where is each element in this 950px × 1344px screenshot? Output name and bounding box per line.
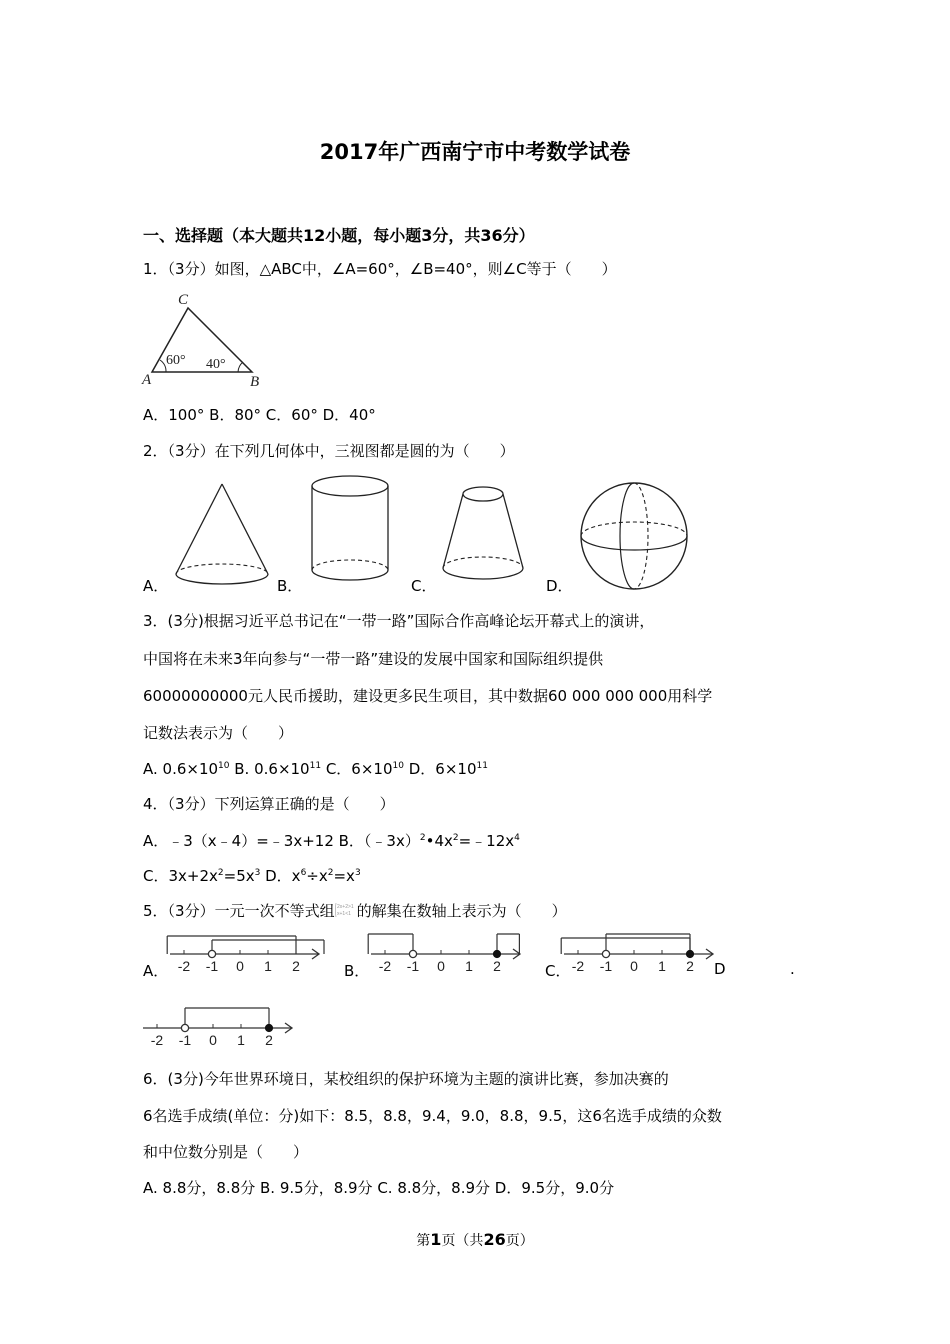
q3-option-d: D．6×10 xyxy=(403,760,477,778)
q5-stem-post: 的解集在数轴上表示为（ ） xyxy=(356,902,567,920)
q4-l2-exp1: 2 xyxy=(217,868,224,878)
angle-a-label: 60° xyxy=(166,353,186,368)
tick-label: -2 xyxy=(150,1032,164,1048)
vertex-b-label: B xyxy=(250,374,260,390)
svg-text:x+1<1: x+1<1 xyxy=(336,911,351,917)
tick-label: -2 xyxy=(378,958,392,974)
q4-l1-exp3: 4 xyxy=(514,833,520,843)
q3-options xyxy=(143,758,488,779)
open-endpoint xyxy=(181,1024,188,1031)
q5-label-c: C． xyxy=(545,962,571,980)
q4-l2-part2: =5x xyxy=(223,867,255,885)
tick-label: -1 xyxy=(406,958,420,974)
q4-l1-part1: A．﹣3（x﹣4）=﹣3x+12 B．（﹣3x） xyxy=(143,832,420,850)
number-line-d xyxy=(143,1008,303,1050)
q3-option-c: C．6×10 xyxy=(321,760,393,778)
closed-endpoint xyxy=(265,1024,272,1031)
sphere-figure xyxy=(578,480,690,592)
q4-l2-part5: =x xyxy=(333,867,355,885)
tick-label: 0 xyxy=(236,958,244,974)
footer-mid: 页（共 xyxy=(441,1233,484,1249)
cone-figure xyxy=(174,482,270,586)
closed-endpoint xyxy=(493,950,500,957)
closed-endpoint xyxy=(686,950,693,957)
q3-option-a-exp: 10 xyxy=(218,761,230,771)
q6-options: A. 8.8分，8.8分 B. 9.5分，8.9分 C. 8.8分，8.9分 D．9.5分，9.0分 xyxy=(143,1179,615,1197)
tick-label: -1 xyxy=(178,1032,192,1048)
page-title: 2017年广西南宁市中考数学试卷 xyxy=(319,140,631,164)
number-line-a xyxy=(170,934,330,976)
footer-total-pages: 26 xyxy=(483,1230,506,1249)
q3-line-2: 中国将在未来3年向参与“一带一路”建设的发展中国家和国际组织提供 xyxy=(143,650,604,668)
q3-option-b-exp: 11 xyxy=(309,761,322,771)
q5-label-a: A． xyxy=(143,962,169,980)
q3-option-a: A. 0.6×10 xyxy=(143,760,219,778)
q6-line-2: 6名选手成绩(单位：分)如下：8.5，8.8，9.4，9.0，8.8，9.5，这6名选手成绩的众数 xyxy=(143,1107,722,1125)
tick-label: -1 xyxy=(205,958,219,974)
q4-options-line2 xyxy=(143,865,361,886)
solution-region xyxy=(368,934,413,954)
tick-label: 0 xyxy=(209,1032,217,1048)
tick-label: 1 xyxy=(465,958,473,974)
tick-label: 2 xyxy=(265,1032,273,1048)
q4-l2-exp5: 3 xyxy=(354,868,361,878)
q3-line-4: 记数法表示为（ ） xyxy=(143,724,294,742)
q3-option-d-exp: 11 xyxy=(476,761,488,771)
open-endpoint xyxy=(409,950,416,957)
q4-l2-exp4: 2 xyxy=(327,868,334,878)
solution-region xyxy=(167,936,296,954)
tick-label: 2 xyxy=(292,958,300,974)
q4-options-line1 xyxy=(143,830,520,851)
tick-label: -1 xyxy=(599,958,613,974)
tick-label: 0 xyxy=(630,958,638,974)
angle-b-label: 40° xyxy=(206,357,226,372)
q4-stem: 4．（3分）下列运算正确的是（ ） xyxy=(143,795,395,813)
q1-stem: 1．（3分）如图，△ABC中，∠A=60°，∠B=40°，则∠C等于（ ） xyxy=(143,260,617,278)
footer-page-number: 1 xyxy=(430,1230,442,1249)
q3-line-3: 60000000000元人民币援助，建设更多民生项目，其中数据60 000 000 000用科学 xyxy=(143,687,713,705)
vertex-a-label: A xyxy=(142,372,152,388)
solution-region xyxy=(561,938,690,954)
q2-label-b: B． xyxy=(277,577,303,595)
tick-label: -2 xyxy=(571,958,585,974)
q5-label-period: . xyxy=(790,960,795,978)
solution-region xyxy=(606,934,690,954)
svg-text:2x+2>1: 2x+2>1 xyxy=(336,904,354,910)
tick-label: 2 xyxy=(493,958,501,974)
number-line-b xyxy=(371,934,531,976)
tick-label: -2 xyxy=(177,958,191,974)
footer-post: 页） xyxy=(505,1233,534,1249)
inequality-system-image xyxy=(335,902,357,918)
q4-l2-exp2: 3 xyxy=(254,868,261,878)
open-endpoint xyxy=(602,950,609,957)
tick-label: 0 xyxy=(437,958,445,974)
q5-stem xyxy=(143,900,567,921)
tick-label: 1 xyxy=(264,958,272,974)
angle-b-arc xyxy=(238,362,243,372)
q4-l2-part3: D．x xyxy=(260,867,301,885)
q5-label-d: D xyxy=(714,960,726,978)
vertex-c-label: C xyxy=(178,292,189,308)
frustum-figure xyxy=(440,484,526,584)
page-footer xyxy=(0,1230,950,1250)
q6-line-3: 和中位数分别是（ ） xyxy=(143,1143,309,1161)
q3-line-1: 3．(3分)根据习近平总书记在“一带一路”国际合作高峰论坛开幕式上的演讲， xyxy=(143,612,655,630)
q4-l2-part1: C．3x+2x xyxy=(143,867,218,885)
footer-pre: 第 xyxy=(416,1233,431,1249)
q6-line-1: 6．(3分)今年世界环境日，某校组织的保护环境为主题的演讲比赛，参加决赛的 xyxy=(143,1070,669,1088)
q3-option-b: B. 0.6×10 xyxy=(229,760,310,778)
q1-options: A．100° B．80° C．60° D．40° xyxy=(143,406,376,424)
q5-stem-pre: 5．（3分）一元一次不等式组 xyxy=(143,902,335,920)
q4-l2-part4: ÷x xyxy=(306,867,328,885)
cylinder-figure xyxy=(309,474,391,586)
number-line-c xyxy=(564,934,724,976)
q4-l1-exp1: 2 xyxy=(419,833,426,843)
q3-option-c-exp: 10 xyxy=(392,761,404,771)
q2-label-a: A． xyxy=(143,577,169,595)
q2-stem: 2．（3分）在下列几何体中，三视图都是圆的为（ ） xyxy=(143,442,515,460)
q2-label-d: D． xyxy=(546,577,573,595)
q4-l1-part2: •4x xyxy=(425,832,453,850)
q4-l1-exp2: 2 xyxy=(452,833,459,843)
q4-l1-part3: =﹣12x xyxy=(458,832,515,850)
open-endpoint xyxy=(208,950,215,957)
q5-label-b: B． xyxy=(344,962,370,980)
q4-l2-exp3: 6 xyxy=(300,868,307,878)
q1-triangle-figure xyxy=(140,288,280,388)
tick-label: 1 xyxy=(658,958,666,974)
tick-label: 2 xyxy=(686,958,694,974)
q2-label-c: C． xyxy=(411,577,437,595)
solution-region xyxy=(185,1008,269,1028)
tick-label: 1 xyxy=(237,1032,245,1048)
section-heading: 一、选择题（本大题共12小题，每小题3分，共36分） xyxy=(143,226,535,245)
